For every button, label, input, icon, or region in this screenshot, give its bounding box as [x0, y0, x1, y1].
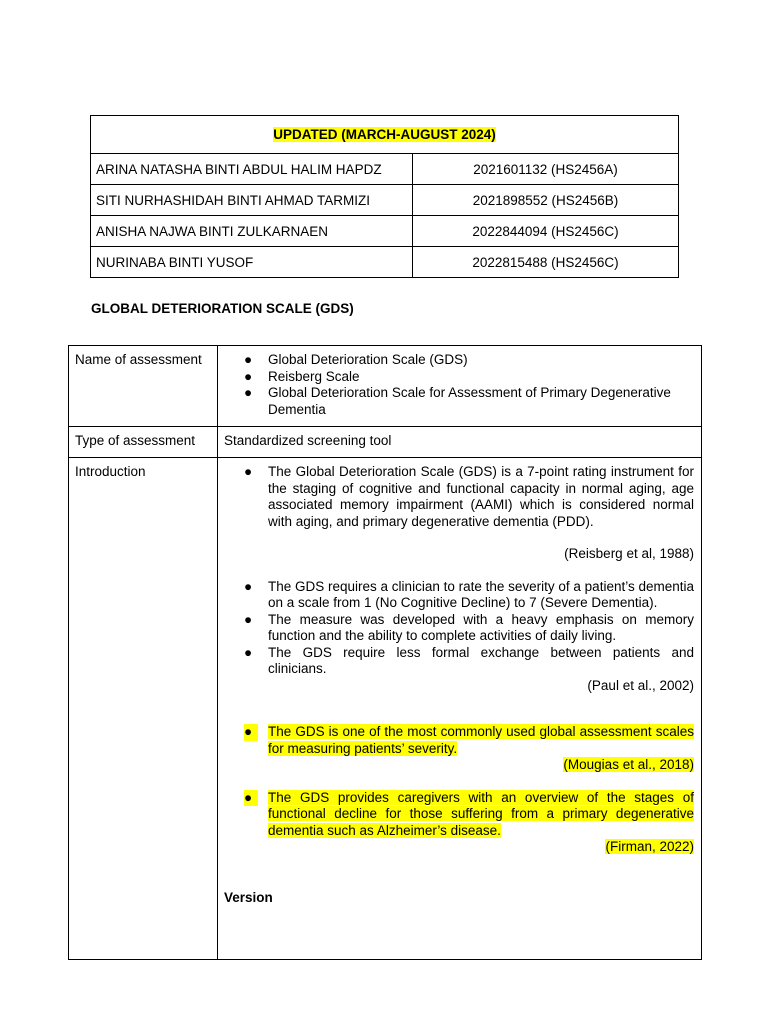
row-introduction — [69, 458, 702, 960]
bullet-icon: ● — [244, 790, 258, 807]
member-name: SITI NURHASHIDAH BINTI AHMAD TARMIZI — [91, 185, 413, 216]
list-item: ● The Global Deterioration Scale (GDS) is a 7-point rating instrument for the staging of cognitive and functional capacity in normal aging, age associated memory impairment (AAMI) which is considered normal with aging, and primary degenerative dementia (PDD). — [244, 464, 694, 529]
bullet-icon: ● — [244, 644, 253, 660]
citation: (Firman, 2022) — [605, 839, 694, 854]
bullet-icon: ● — [244, 724, 258, 741]
intro-list-1 — [224, 464, 694, 530]
bullet-icon: ● — [244, 368, 253, 384]
citation: (Mougias et al., 2018) — [563, 757, 694, 772]
list-item: ● Reisberg Scale — [244, 368, 360, 384]
member-id: 2022815488 (HS2456C) — [413, 247, 679, 278]
member-row — [91, 247, 679, 278]
list-item: ● The GDS is one of the most commonly used global assessment scales for measuring patients’ severity. — [244, 724, 694, 756]
member-name: ARINA NATASHA BINTI ABDUL HALIM HAPDZ — [91, 154, 413, 185]
bullet-icon: ● — [244, 352, 253, 367]
list-item: ● The measure was developed with a heavy emphasis on memory function and the ability to complete activities of daily living. — [244, 611, 694, 643]
list-item: ● The GDS provides caregivers with an overview of the stages of functional decline for those suffering from a primary degenerative dementia such as Alzheimer’s disease. — [244, 789, 694, 838]
bullet-icon: ● — [244, 385, 253, 400]
intro-label: Introduction — [69, 458, 218, 960]
gds-assessment-table — [68, 345, 702, 960]
list-item: ● The GDS require less formal exchange between patients and clinicians. — [244, 644, 694, 676]
update-title-cell — [91, 116, 679, 154]
member-id: 2022844094 (HS2456C) — [413, 216, 679, 247]
member-name: NURINABA BINTI YUSOF — [91, 247, 413, 278]
member-row — [91, 216, 679, 247]
update-title: UPDATED (MARCH-AUGUST 2024) — [273, 127, 496, 142]
member-name: ANISHA NAJWA BINTI ZULKARNAEN — [91, 216, 413, 247]
list-item: ● Global Deterioration Scale for Assessment of Primary Degenerative Dementia — [244, 385, 671, 417]
bullet-icon: ● — [244, 578, 253, 594]
member-id: 2021601132 (HS2456A) — [413, 154, 679, 185]
type-label: Type of assessment — [69, 427, 218, 458]
intro-list-4 — [224, 790, 694, 840]
citation: (Paul et al., 2002) — [587, 677, 694, 693]
member-row — [91, 154, 679, 185]
member-row — [91, 185, 679, 216]
version-heading: Version — [224, 889, 273, 905]
bullet-icon: ● — [244, 611, 253, 627]
list-item: ● Global Deterioration Scale (GDS) — [244, 352, 468, 367]
name-label: Name of assessment — [69, 346, 218, 427]
intro-cell — [218, 458, 702, 960]
bullet-icon: ● — [244, 464, 253, 479]
type-value: Standardized screening tool — [218, 427, 702, 458]
intro-list-3 — [224, 724, 694, 757]
members-table — [90, 115, 679, 278]
citation: (Reisberg et al, 1988) — [564, 546, 694, 561]
section-heading: GLOBAL DETERIORATION SCALE (GDS) — [91, 301, 354, 316]
row-name-of-assessment — [69, 346, 702, 427]
names-cell — [218, 346, 702, 427]
intro-list-2 — [224, 579, 694, 678]
list-item: ● The GDS requires a clinician to rate the severity of a patient’s dementia on a scale from 1 (No Cognitive Decline) to 7 (Severe Dementia). — [244, 578, 694, 610]
names-list — [224, 352, 694, 418]
row-type-of-assessment — [69, 427, 702, 458]
member-id: 2021898552 (HS2456B) — [413, 185, 679, 216]
